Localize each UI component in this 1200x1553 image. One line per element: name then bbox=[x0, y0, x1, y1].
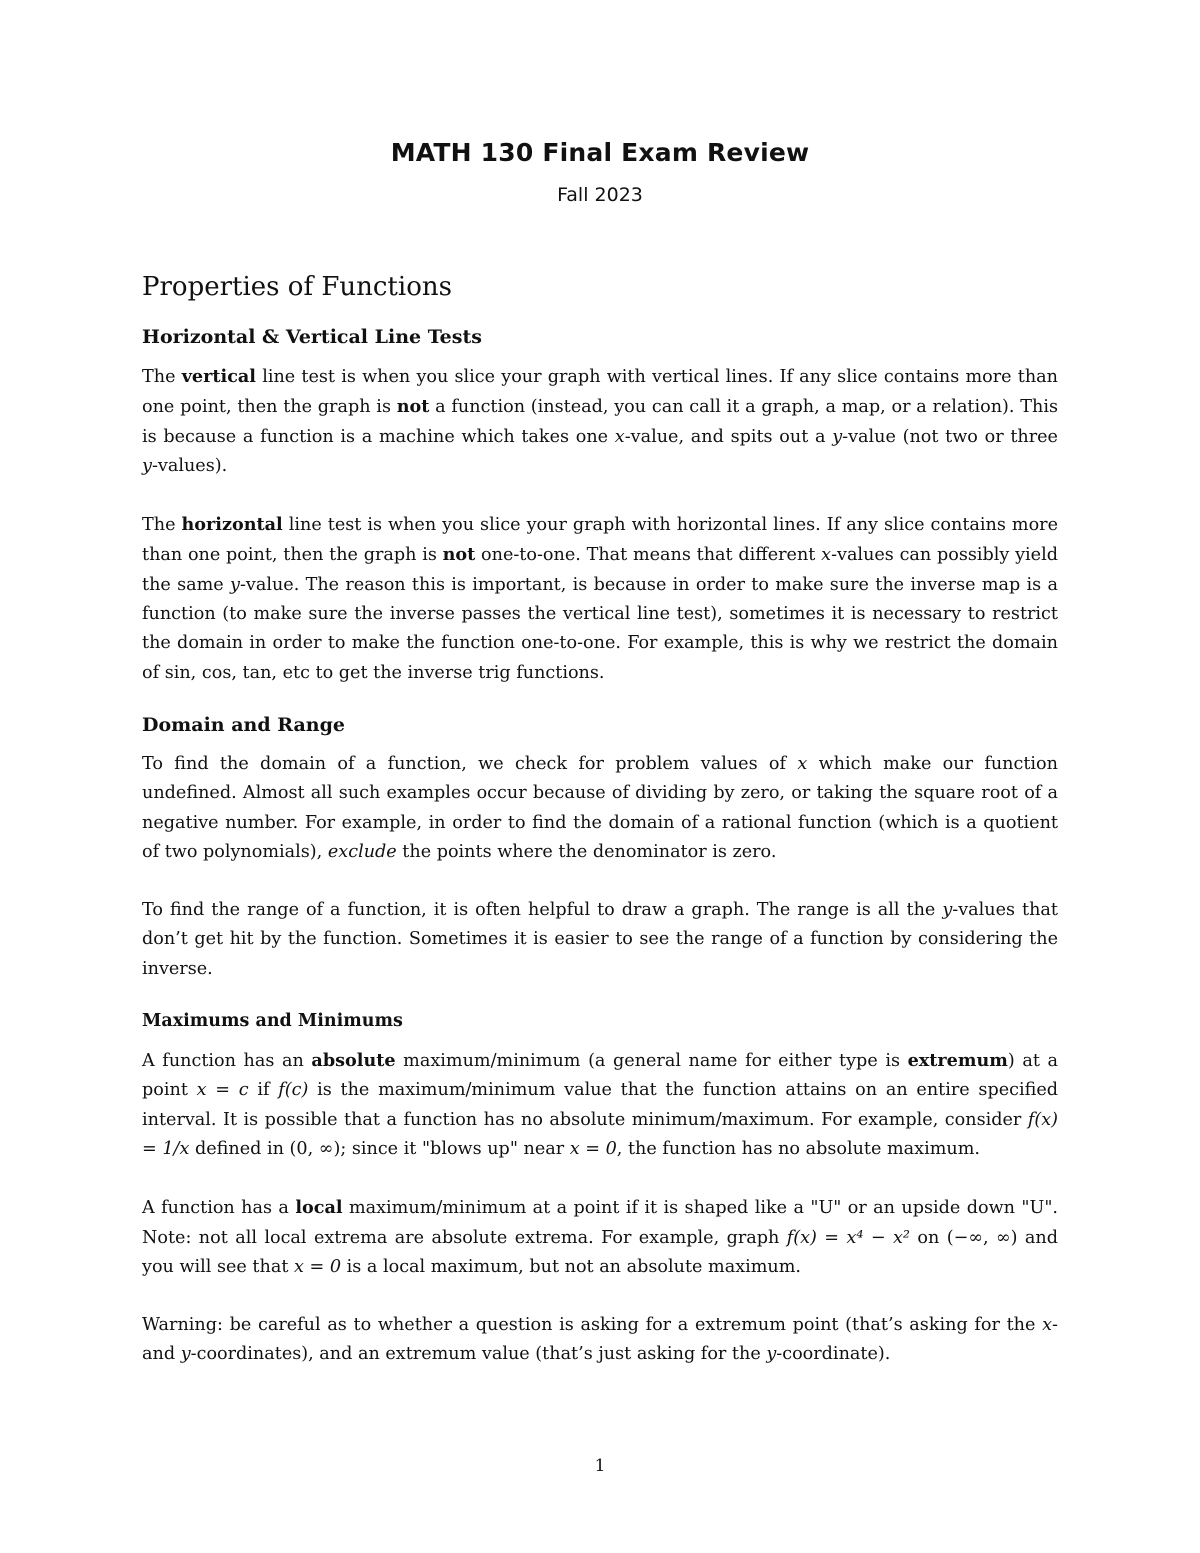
document-title: MATH 130 Final Exam Review bbox=[390, 138, 810, 167]
domain-paragraph: To find the domain of a function, we check for problem values of x which make our function undefined. Almost all such examples occur because of dividing by zero, or taking the square root of a negative number. For example, in order to find the domain of a rational function (which is a quotient of two polynomials), exclude the points where the denominator is zero. bbox=[142, 753, 1058, 862]
document-term: Fall 2023 bbox=[557, 184, 643, 206]
extrema-heading: Maximums and Minimums bbox=[142, 1011, 403, 1032]
local-extrema-paragraph: A function has a local maximum/minimum at a point if it is shaped like a "U" or an upside down "U". Note: not all local extrema are absolute extrema. For example, graph f(x) = x⁴ − x² on (−∞, ∞) and you will see that x = 0 is a local maximum, but not an absolute maximum. bbox=[142, 1197, 1059, 1277]
vertical-line-test-paragraph: The vertical line test is when you slice your graph with vertical lines. If any slice contains more than one point, then the graph is not a function (instead, you can call it a graph, a map, or a relation). This is because a function is a machine which takes one x-value, and spits out a y-value (not two or three y-values). bbox=[142, 366, 1058, 476]
not-term: not bbox=[396, 396, 430, 418]
horizontal-line-test-paragraph: The horizontal line test is when you slice your graph with horizontal lines. If any slice contains more than one point, then the graph is not one-to-one. That means that different x-values can possibly yield the same y-value. The reason this is important, is because in order to make sure the inverse map is a function (to make sure the inverse passes the vertical line test), sometimes it is necessary to restrict the domain in order to make the function one-to-one. For example, this is why we restrict the domain of sin, cos, tan, etc to get the inverse trig functions. bbox=[142, 514, 1058, 683]
math-y: y bbox=[766, 1344, 777, 1365]
section-title: Properties of Functions bbox=[142, 272, 452, 302]
math-f-of-c: f(c) bbox=[278, 1080, 309, 1101]
math-x-equals-zero: x = 0 bbox=[294, 1256, 342, 1277]
math-y: y bbox=[832, 426, 843, 447]
local-term: local bbox=[295, 1197, 343, 1219]
vertical-term: vertical bbox=[181, 366, 256, 387]
document-body bbox=[142, 268, 1058, 1399]
math-x: x bbox=[1042, 1315, 1053, 1336]
line-tests-heading: Horizontal & Vertical Line Tests bbox=[142, 326, 482, 348]
math-x-equals-c: x = c bbox=[196, 1080, 249, 1101]
absolute-term: absolute bbox=[311, 1050, 396, 1072]
math-x: x bbox=[797, 753, 808, 774]
extremum-term: extremum bbox=[907, 1050, 1008, 1072]
math-f-equals-one-over-x: f(x) = 1/x bbox=[142, 1109, 1058, 1159]
math-y: y bbox=[142, 455, 152, 476]
range-paragraph: To find the range of a function, it is often helpful to draw a graph. The range is all the y-values that don’t get hit by the function. Sometimes it is easier to see the range of a function by considering the inverse. bbox=[142, 900, 1058, 979]
math-f-quartic: f(x) = x⁴ − x² bbox=[786, 1227, 910, 1248]
math-y: y bbox=[942, 900, 953, 921]
math-interval: (0, ∞) bbox=[289, 1138, 341, 1159]
math-interval: (−∞, ∞) bbox=[946, 1227, 1018, 1248]
horizontal-term: horizontal bbox=[181, 514, 283, 536]
not-term: not bbox=[442, 544, 476, 566]
page-number: 1 bbox=[594, 1456, 606, 1476]
math-x-equals-zero: x = 0 bbox=[569, 1138, 617, 1159]
exclude-emphasis: exclude bbox=[327, 841, 397, 862]
math-y: y bbox=[230, 574, 240, 595]
math-y: y bbox=[180, 1344, 191, 1365]
math-x: x bbox=[614, 426, 625, 447]
warning-paragraph: Warning: be careful as to whether a question is asking for a extremum point (that’s asking for the x- and y-coordinates), and an extremum value (that’s just asking for the y-coordinate). bbox=[142, 1315, 1058, 1365]
absolute-extrema-paragraph: A function has an absolute maximum/minimum (a general name for either type is extremum) at a point x = c if f(c) is the maximum/minimum value that the function attains on an entire specified interval. It is possible that a function has no absolute minimum/maximum. For example, consider f(x) = 1/x defined in (0, ∞); since it "blows up" near x = 0, the function has no absolute maximum. bbox=[142, 1050, 1059, 1159]
domain-range-heading: Domain and Range bbox=[142, 713, 345, 736]
math-x: x bbox=[821, 545, 832, 566]
